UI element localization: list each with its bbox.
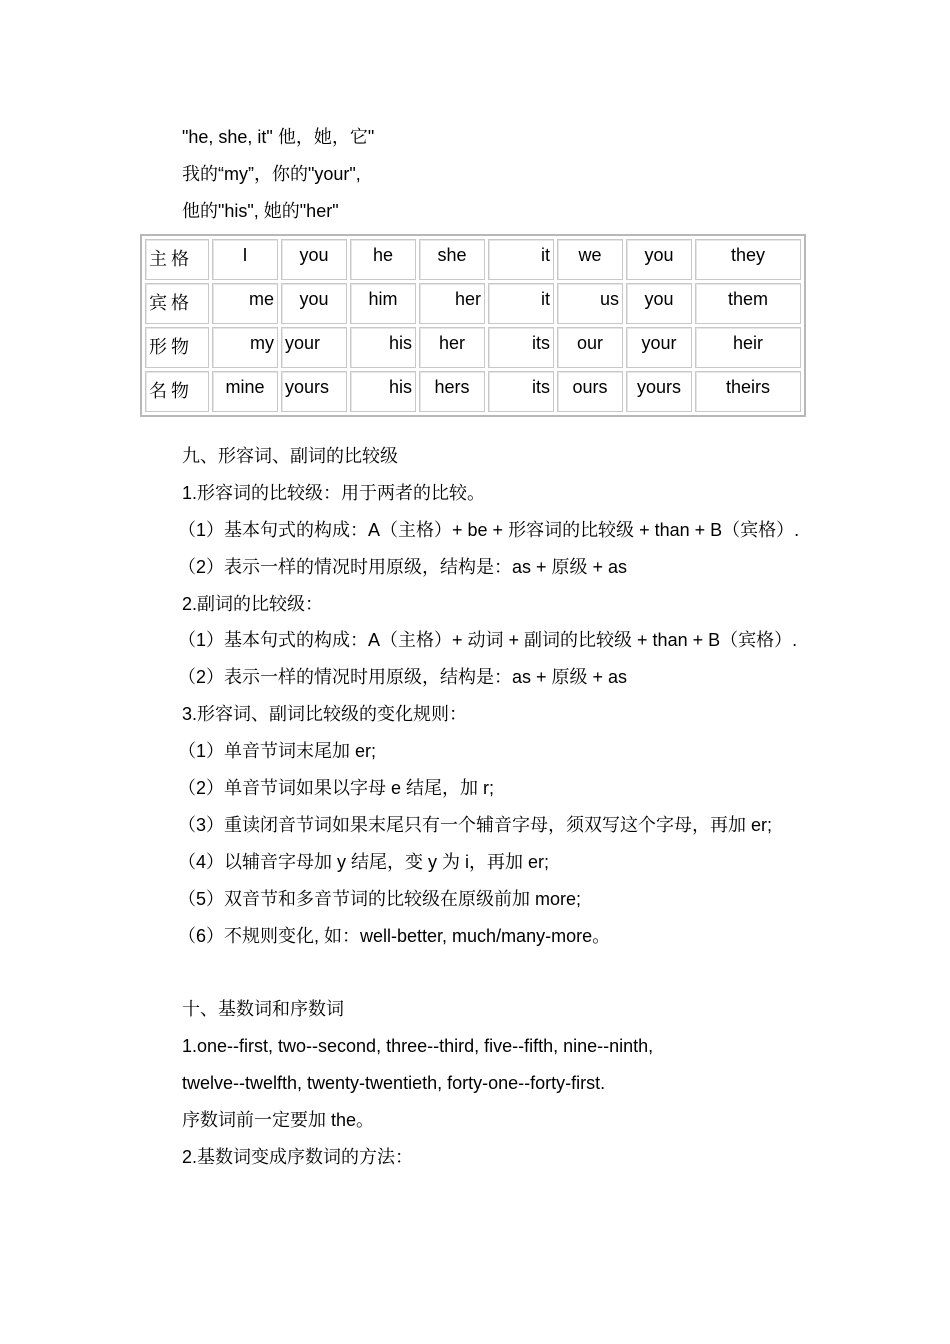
table-cell: us: [557, 283, 623, 324]
table-row: [145, 239, 801, 280]
row-header: 宾格: [145, 283, 209, 324]
table-cell: it: [488, 239, 554, 280]
section9-line: （2）单音节词如果以字母 e 结尾，加 r;: [178, 778, 495, 798]
table-cell: you: [626, 239, 692, 280]
table-cell: him: [350, 283, 416, 324]
intro-line-1: "he, she, it" 他，她，它": [182, 127, 375, 147]
table-cell: his: [350, 327, 416, 368]
section9-line: （6）不规则变化, 如：well-better, much/many-more。: [178, 926, 611, 946]
table-cell: I: [212, 239, 278, 280]
section10-line: 序数词前一定要加 the。: [182, 1110, 375, 1130]
table-row: [145, 371, 801, 412]
section9-line: 3.形容词、副词比较级的变化规则：: [182, 704, 468, 724]
table-row: [145, 283, 801, 324]
table-cell: they: [695, 239, 801, 280]
pronoun-table: [140, 234, 806, 417]
row-header: 形物: [145, 327, 209, 368]
table-cell: it: [488, 283, 554, 324]
table-cell: he: [350, 239, 416, 280]
table-cell: you: [281, 239, 347, 280]
table-cell: you: [281, 283, 347, 324]
table-cell: them: [695, 283, 801, 324]
table-cell: theirs: [695, 371, 801, 412]
table-cell: yours: [626, 371, 692, 412]
section9-line: 1.形容词的比较级：用于两者的比较。: [182, 483, 486, 503]
table-cell: your: [281, 327, 347, 368]
table-cell: his: [350, 371, 416, 412]
section9-line: （2）表示一样的情况时用原级，结构是：as + 原级 + as: [178, 667, 628, 687]
table-cell: you: [626, 283, 692, 324]
section9-line: （3）重读闭音节词如果末尾只有一个辅音字母，须双写这个字母，再加 er;: [178, 815, 773, 835]
table-cell: she: [419, 239, 485, 280]
section10-line: twelve--twelfth, twenty-twentieth, forty-one--forty-first.: [182, 1073, 606, 1093]
table-cell: hers: [419, 371, 485, 412]
section9-line: （1）基本句式的构成：A（主格）+ be + 形容词的比较级 + than + B（宾格）.: [178, 520, 800, 540]
section9-line: （5）双音节和多音节词的比较级在原级前加 more;: [178, 889, 582, 909]
table-cell: heir: [695, 327, 801, 368]
table-cell: we: [557, 239, 623, 280]
table-cell: mine: [212, 371, 278, 412]
intro-line-2: 我的“my”，你的"your",: [182, 164, 361, 184]
section9-line: （2）表示一样的情况时用原级，结构是：as + 原级 + as: [178, 557, 628, 577]
section9-line: （4）以辅音字母加 y 结尾，变 y 为 i，再加 er;: [178, 852, 550, 872]
section9-title: 九、形容词、副词的比较级: [182, 446, 398, 466]
table-cell: yours: [281, 371, 347, 412]
row-header: 主格: [145, 239, 209, 280]
section9-line: 2.副词的比较级：: [182, 594, 324, 614]
section10-title: 十、基数词和序数词: [182, 999, 344, 1019]
table-cell: its: [488, 371, 554, 412]
row-header: 名物: [145, 371, 209, 412]
table-cell: me: [212, 283, 278, 324]
table-cell: my: [212, 327, 278, 368]
table-cell: her: [419, 283, 485, 324]
section10-line: 2.基数词变成序数词的方法：: [182, 1147, 414, 1167]
table-row: [145, 327, 801, 368]
section9-line: （1）单音节词末尾加 er;: [178, 741, 377, 761]
table-cell: your: [626, 327, 692, 368]
table-cell: its: [488, 327, 554, 368]
section10-line: 1.one--first, two--second, three--third, five--fifth, nine--ninth,: [182, 1036, 654, 1056]
table-cell: her: [419, 327, 485, 368]
section9-line: （1）基本句式的构成：A（主格）+ 动词 + 副词的比较级 + than + B（宾格）.: [178, 630, 798, 650]
table-cell: ours: [557, 371, 623, 412]
intro-line-3: 他的"his", 她的"her": [182, 201, 339, 221]
table-cell: our: [557, 327, 623, 368]
